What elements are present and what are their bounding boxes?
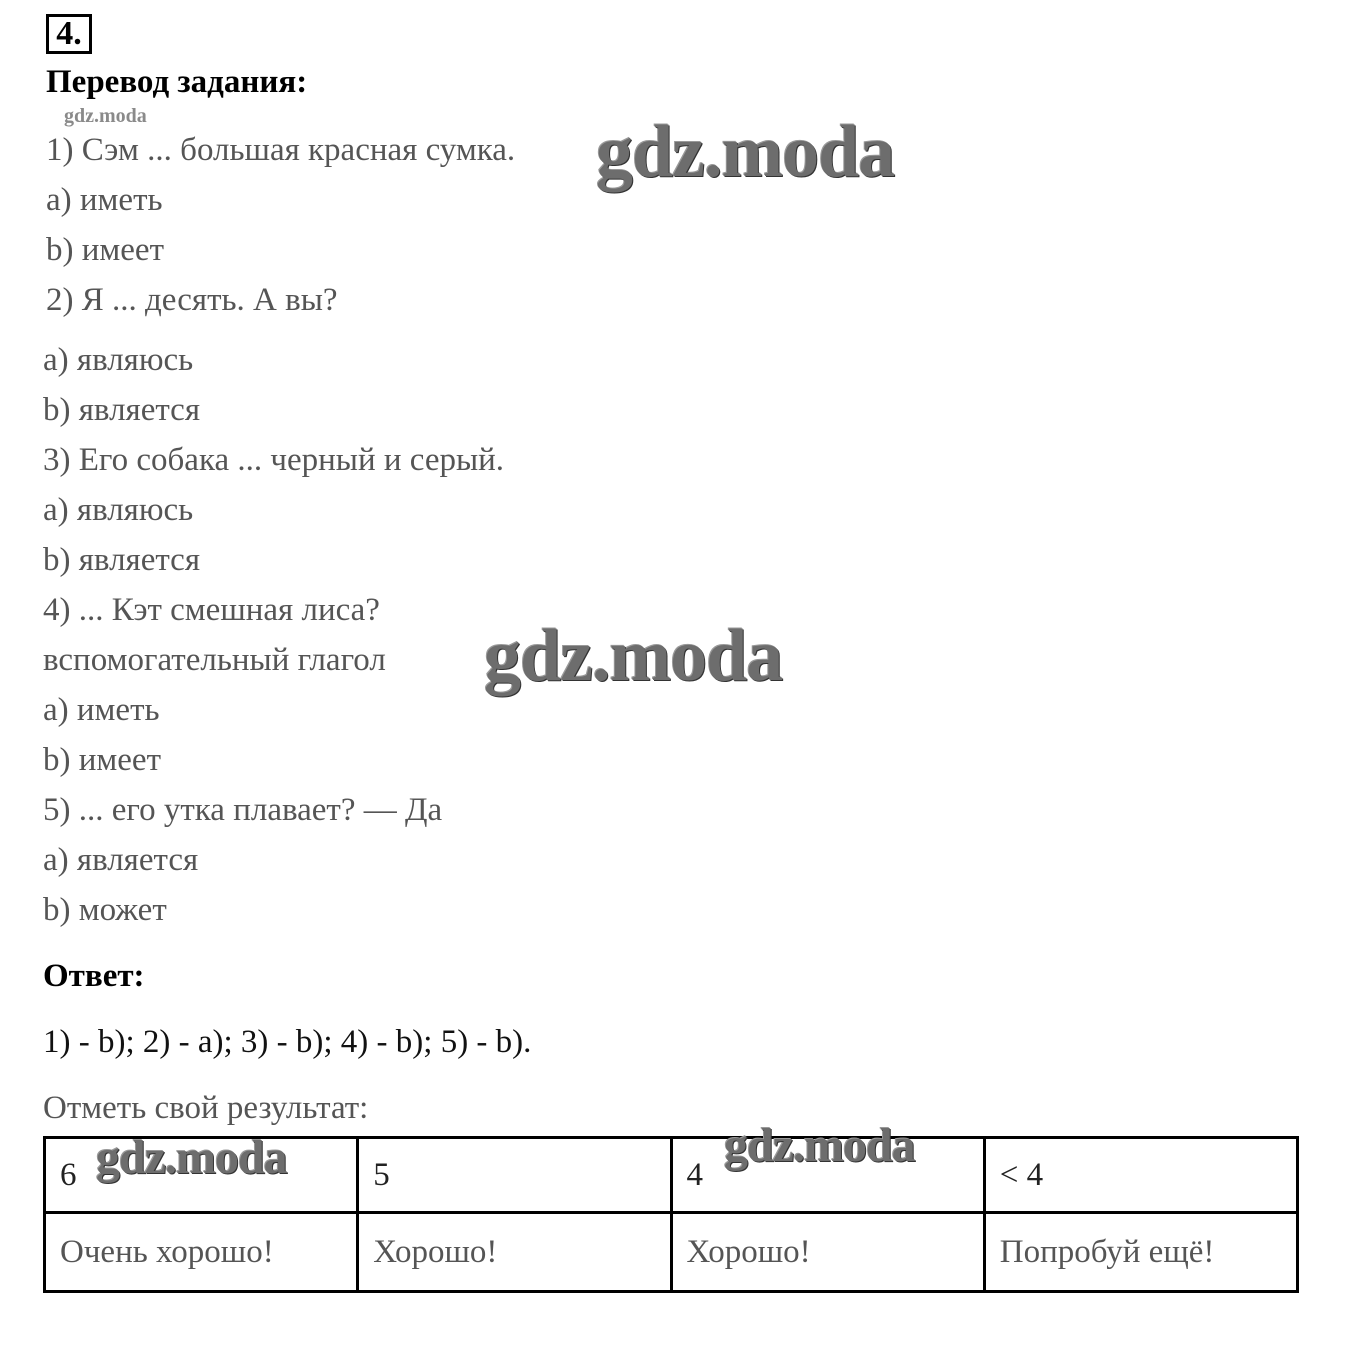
score-cell: < 4 <box>984 1138 1297 1213</box>
option-line: b) является <box>43 392 201 428</box>
feedback-row <box>45 1213 1298 1292</box>
option-line: a) являюсь <box>43 342 194 378</box>
feedback-cell: Очень хорошо! <box>45 1213 358 1292</box>
option-line: a) являюсь <box>43 492 194 528</box>
score-cell: 6 <box>45 1138 358 1213</box>
watermark: gdz.moda <box>596 111 895 193</box>
feedback-cell: Хорошо! <box>358 1213 671 1292</box>
score-cell: 4 <box>671 1138 984 1213</box>
answer-heading: Ответ: <box>43 958 145 994</box>
option-line: b) имеет <box>43 742 161 778</box>
note-line: вспомогательный глагол <box>43 642 386 678</box>
feedback-cell: Хорошо! <box>671 1213 984 1292</box>
option-line: a) иметь <box>46 182 163 218</box>
feedback-cell: Попробуй ещё! <box>984 1213 1297 1292</box>
question-line: 3) Его собака ... черный и серый. <box>43 442 505 478</box>
option-line: a) иметь <box>43 692 160 728</box>
question-line: 2) Я ... десять. А вы? <box>46 282 338 318</box>
watermark: gdz.moda <box>724 1119 915 1172</box>
task-number: 4. <box>46 14 92 54</box>
score-cell: 5 <box>358 1138 671 1213</box>
watermark: gdz.moda <box>96 1131 287 1184</box>
watermark: gdz.moda <box>484 615 783 697</box>
watermark-small: gdz.moda <box>64 105 147 127</box>
question-line: 1) Сэм ... большая красная сумка. <box>46 132 516 168</box>
translation-heading: Перевод задания: <box>46 64 308 100</box>
option-line: b) является <box>43 542 201 578</box>
option-line: b) может <box>43 892 167 928</box>
option-line: a) является <box>43 842 199 878</box>
option-line: b) имеет <box>46 232 164 268</box>
answer-text: 1) - b); 2) - a); 3) - b); 4) - b); 5) - b). <box>43 1024 532 1060</box>
result-prompt: Отметь свой результат: <box>43 1090 369 1126</box>
question-line: 4) ... Кэт смешная лиса? <box>43 592 380 628</box>
question-line: 5) ... его утка плавает? — Да <box>43 792 443 828</box>
